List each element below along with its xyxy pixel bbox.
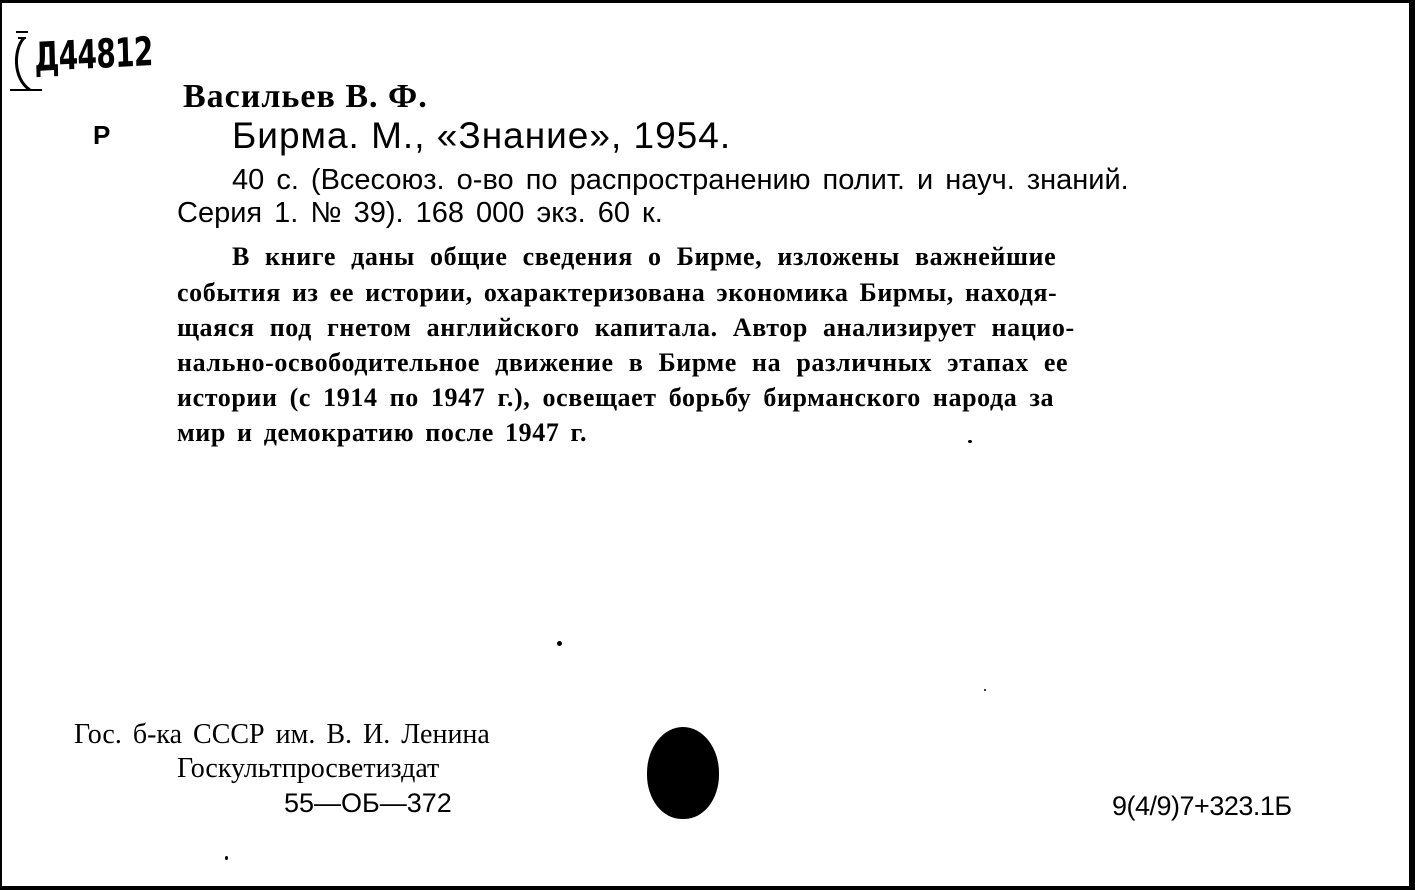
call-number: Д44812	[33, 29, 154, 81]
publication-line: 40 с. (Всесоюз. о-во по распространению полит. и науч. знаний.	[232, 164, 1129, 196]
classification-code: 9(4/9)7+323.1Б	[1112, 791, 1292, 821]
card-border-bottom	[0, 886, 1415, 890]
speck	[557, 641, 562, 646]
author-heading: Васильев В. Ф.	[183, 78, 428, 115]
speck	[225, 856, 228, 860]
abstract-line: В книге даны общие сведения о Бирме, изложены важнейшие	[232, 242, 1057, 271]
abstract-line: истории (с 1914 по 1947 г.), освещает борьбу бирманского народа за	[177, 383, 1055, 412]
speck	[968, 440, 972, 443]
abstract-line: мир и демократию после 1947 г.	[177, 418, 588, 447]
card-number: 55—ОБ—372	[284, 788, 452, 818]
abstract-line: нально-освободительное движение в Бирме на различных этапах ее	[177, 348, 1069, 377]
abstract-line: щаяся под гнетом английского капитала. Автор анализирует нацио-	[177, 313, 1075, 342]
speck	[984, 689, 986, 691]
card-border-right	[1409, 0, 1415, 890]
abstract-line: события из ее истории, охарактеризована экономика Бирмы, находя-	[177, 278, 1058, 307]
punch-hole	[647, 727, 719, 819]
card-border-left	[0, 0, 2, 890]
book-title: Бирма. М., «Знание», 1954.	[232, 115, 732, 156]
card-border-top	[0, 0, 1415, 3]
publication-line: Серия 1. № 39). 168 000 экз. 60 к.	[177, 197, 663, 229]
library-name: Гос. б-ка СССР им. В. И. Ленина	[74, 719, 490, 750]
publisher-name: Госкультпросветиздат	[177, 753, 440, 784]
shelf-mark: Р	[93, 120, 111, 150]
